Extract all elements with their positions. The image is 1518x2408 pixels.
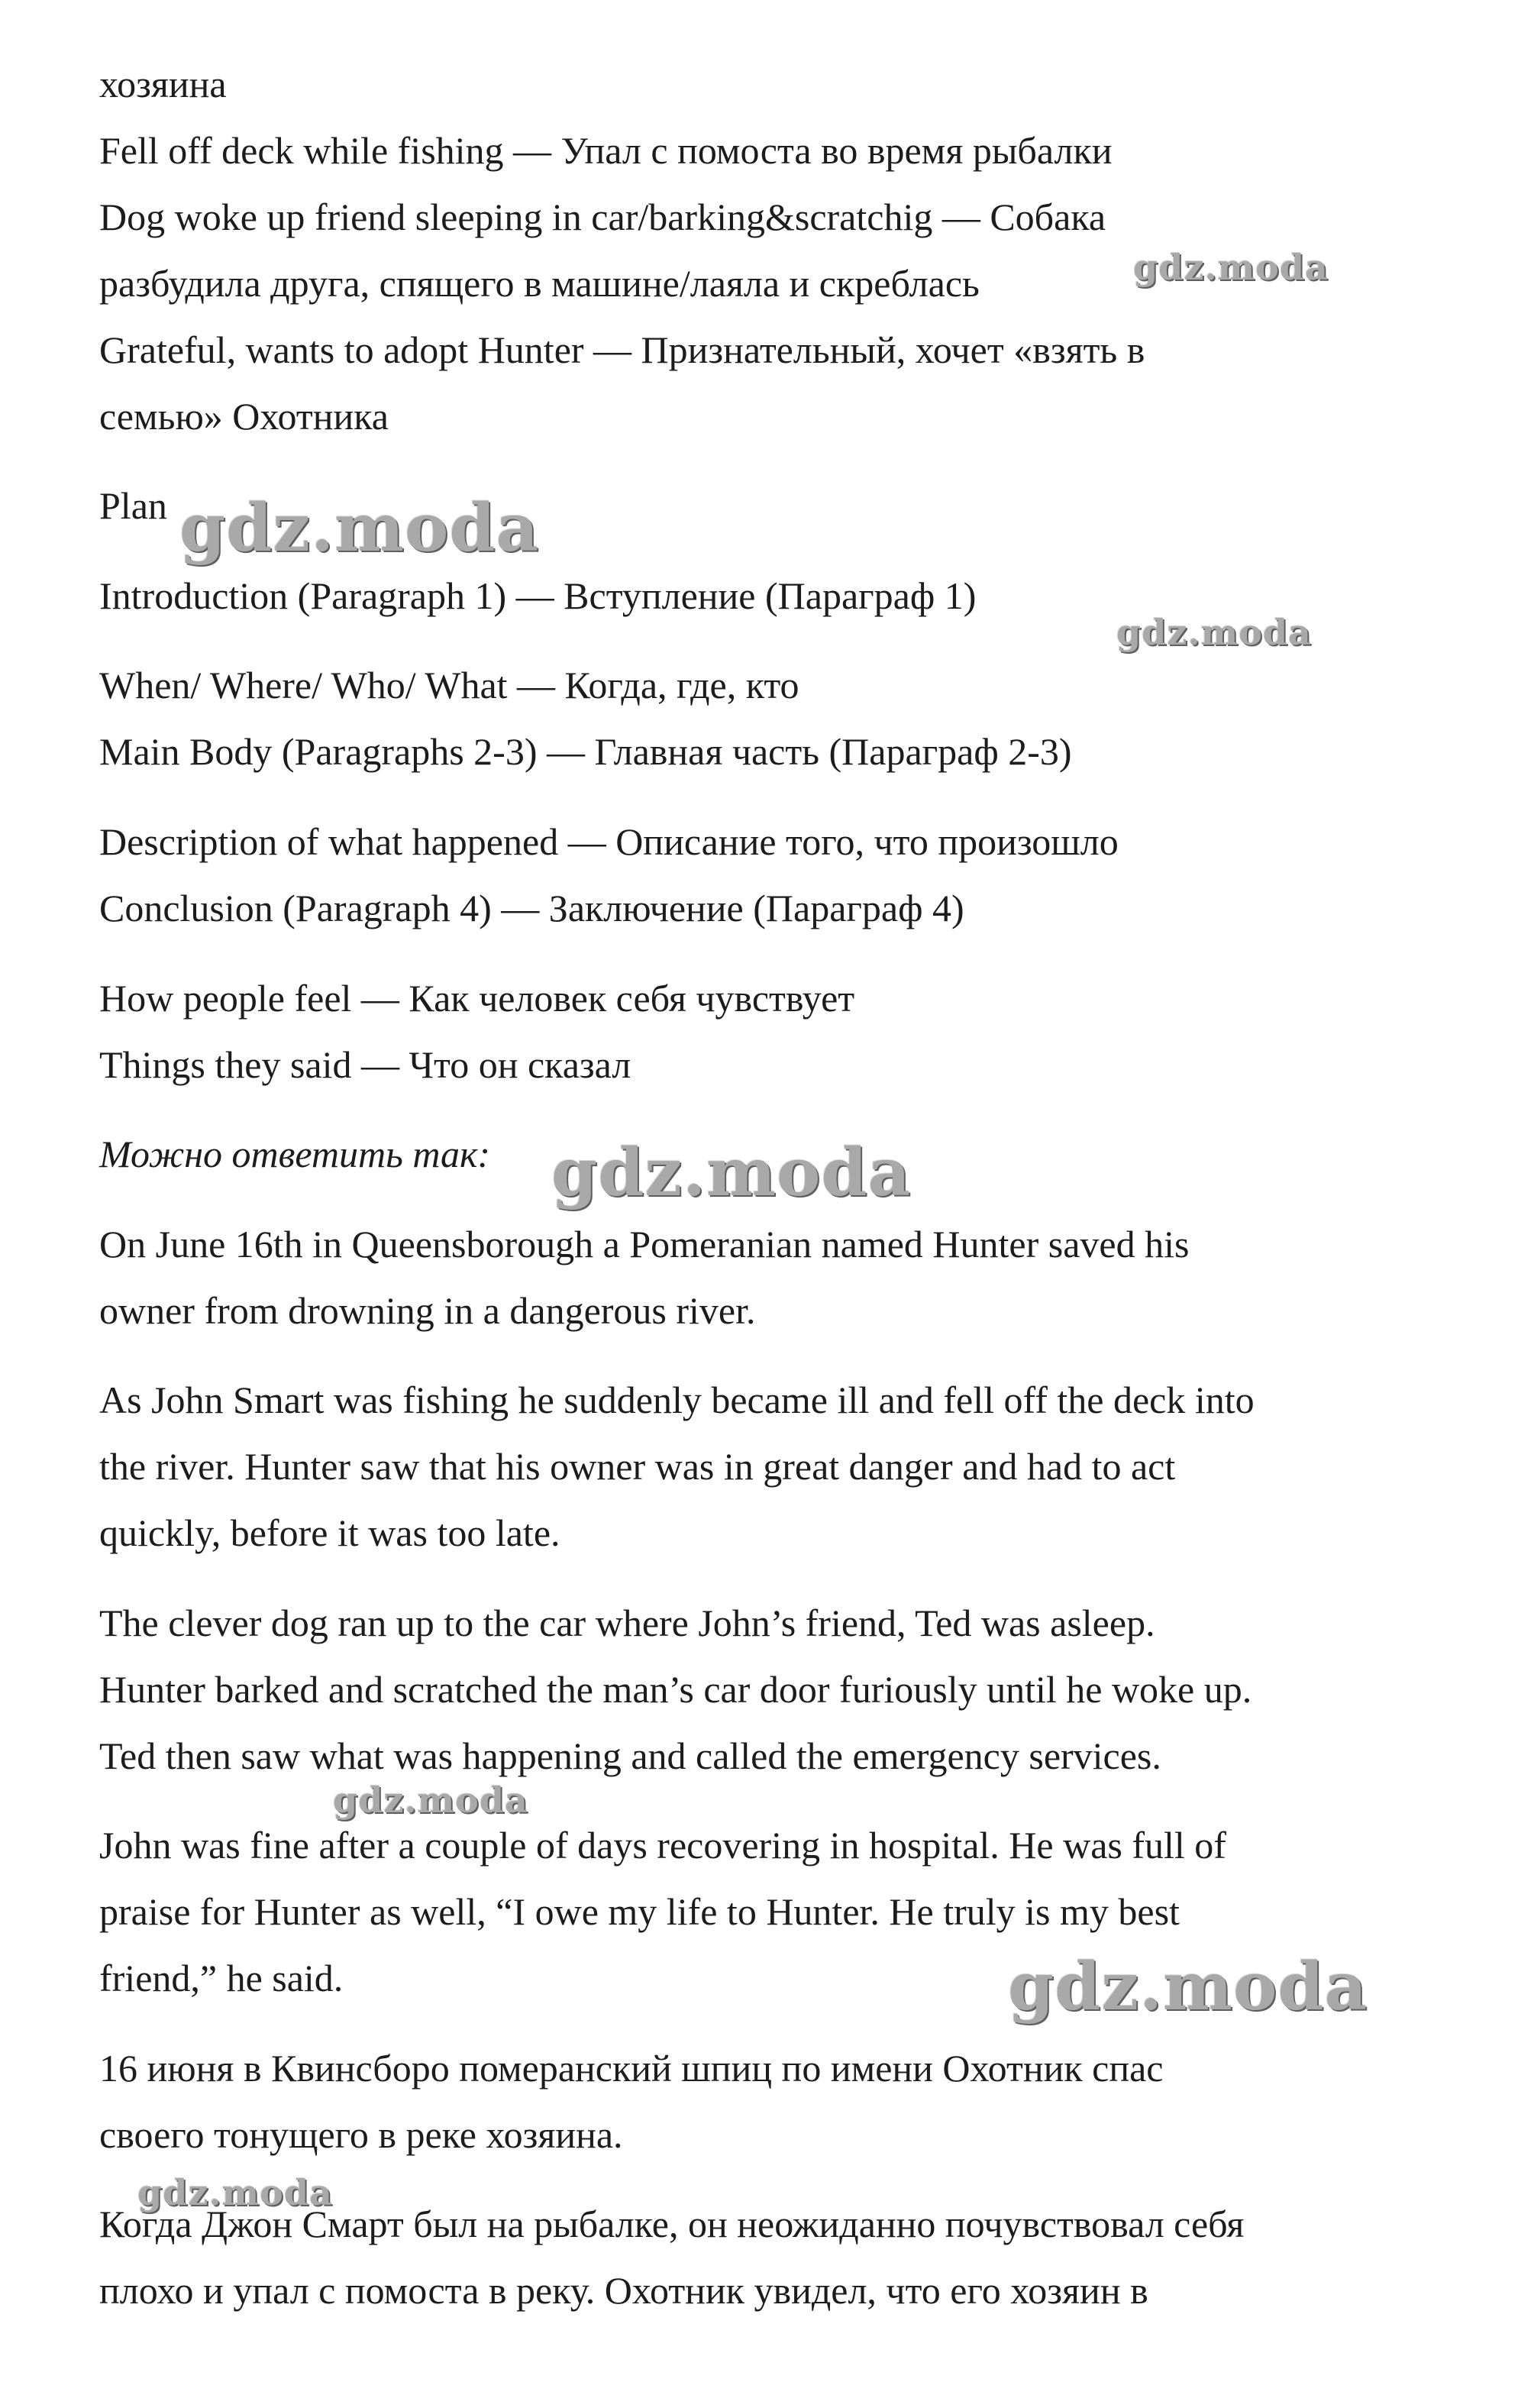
english-line: praise for Hunter as well, “I owe my life to Hunter. He truly is my best	[99, 1890, 1180, 1933]
english-line: The clever dog ran up to the car where John’s friend, Ted was asleep.	[99, 1602, 1155, 1644]
vocab-line: разбудила друга, спящего в машине/лаяла и скреблась	[99, 262, 980, 305]
watermark: gdz.moda	[1133, 247, 1329, 288]
english-line: owner from drowning in a dangerous river.	[99, 1289, 756, 1332]
watermark: gdz.moda	[137, 2172, 333, 2213]
english-line: Hunter barked and scratched the man’s car door furiously until he woke up.	[99, 1668, 1252, 1711]
watermark: gdz.moda	[1008, 1948, 1368, 2025]
english-line: On June 16th in Queensborough a Pomeranian named Hunter saved his	[99, 1223, 1190, 1265]
russian-line: своего тонущего в реке хозяина.	[99, 2113, 623, 2156]
english-line: quickly, before it was too late.	[99, 1511, 560, 1554]
plan-line: Conclusion (Paragraph 4) — Заключение (Параграф 4)	[99, 887, 964, 929]
vocab-line: Grateful, wants to adopt Hunter — Признательный, хочет «взять в	[99, 328, 1145, 371]
vocab-line: хозяина	[99, 63, 227, 105]
english-line: the river. Hunter saw that his owner was in great danger and had to act	[99, 1445, 1176, 1488]
vocab-line: Dog woke up friend sleeping in car/barking&scratchig — Собака	[99, 196, 1106, 238]
plan-line: Main Body (Paragraphs 2-3) — Главная часть (Параграф 2-3)	[99, 730, 1072, 773]
russian-line: плохо и упал с помоста в реку. Охотник увидел, что его хозяин в	[99, 2269, 1148, 2312]
plan-line: Introduction (Paragraph 1) — Вступление (Параграф 1)	[99, 574, 977, 617]
russian-line: 16 июня в Квинсборо померанский шпиц по имени Охотник спас	[99, 2047, 1164, 2090]
russian-line: Когда Джон Смарт был на рыбалке, он неожиданно почувствовал себя	[99, 2203, 1245, 2245]
watermark: gdz.moda	[333, 1779, 528, 1821]
english-line: John was fine after a couple of days recovering in hospital. He was full of	[99, 1824, 1226, 1867]
english-line: friend,” he said.	[99, 1957, 344, 1999]
plan-line: When/ Where/ Who/ What — Когда, где, кто	[99, 664, 799, 706]
english-line: Ted then saw what was happening and called the emergency services.	[99, 1734, 1161, 1777]
watermark: gdz.moda	[1116, 612, 1312, 653]
plan-line: Description of what happened — Описание того, что произошло	[99, 820, 1119, 863]
plan-line: Things they said — Что он сказал	[99, 1043, 631, 1086]
plan-line: How people feel — Как человек себя чувствует	[99, 977, 855, 1020]
vocab-line: Fell off deck while fishing — Упал с помоста во время рыбалки	[99, 129, 1113, 172]
answer-intro: Можно ответить так:	[99, 1133, 491, 1175]
watermark: gdz.moda	[551, 1134, 912, 1211]
english-line: As John Smart was fishing he suddenly became ill and fell off the deck into	[99, 1379, 1255, 1421]
watermark: gdz.moda	[179, 490, 540, 567]
plan-heading: Plan	[99, 484, 167, 527]
vocab-line: семью» Охотника	[99, 395, 389, 438]
